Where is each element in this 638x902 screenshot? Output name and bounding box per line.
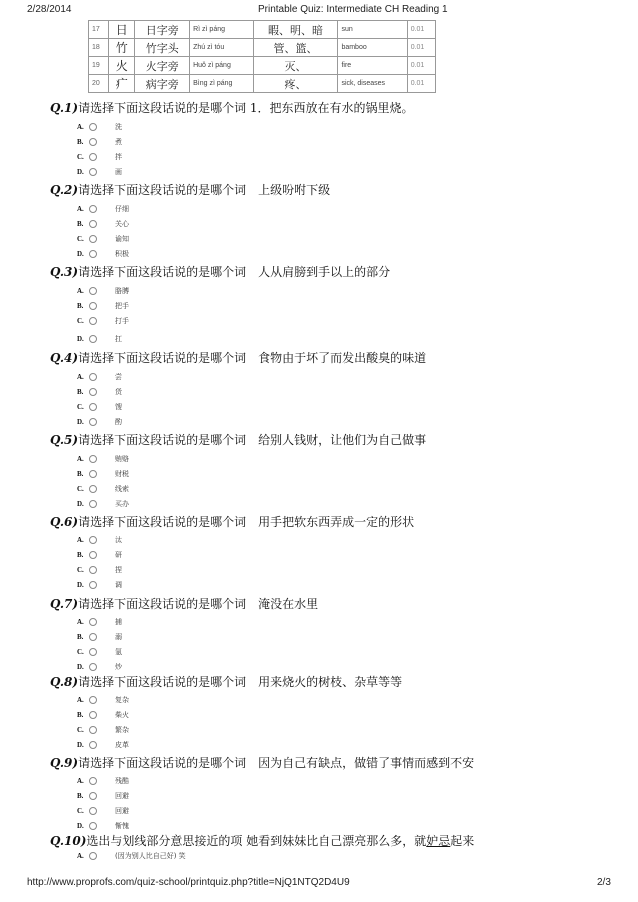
underlined-word: 妒忌 — [426, 834, 451, 848]
question-1 — [50, 100, 610, 176]
question-9 — [50, 755, 610, 830]
option-b[interactable] — [50, 467, 250, 482]
radio-button[interactable] — [89, 373, 97, 381]
option-text: 扛 — [115, 335, 122, 343]
radical-name: 火字旁 — [135, 57, 190, 75]
question-text — [50, 755, 610, 771]
question-number: Q.10) — [50, 834, 87, 848]
option-letter: A. — [77, 536, 84, 544]
radio-button[interactable] — [89, 822, 97, 830]
radical-name: 日字旁 — [135, 21, 190, 39]
option-letter: B. — [77, 551, 84, 559]
option-letter: B. — [77, 388, 84, 396]
option-c[interactable] — [50, 150, 250, 165]
radio-button[interactable] — [89, 648, 97, 656]
question-prompt: 请选择下面这段话说的是哪个词 食物由于坏了而发出酸臭的味道 — [78, 351, 427, 365]
option-d[interactable] — [50, 415, 250, 430]
option-b[interactable] — [50, 789, 250, 804]
radio-button[interactable] — [89, 618, 97, 626]
option-letter: D. — [77, 500, 84, 508]
radio-button[interactable] — [89, 485, 97, 493]
question-prompt: 请选择下面这段话说的是哪个词 用来烧火的树枝、杂草等等 — [78, 675, 403, 689]
radio-button[interactable] — [89, 536, 97, 544]
page-url: http://www.proprofs.com/quiz-school/printquiz.php?title=NjQ1NTQ2D4U9 — [27, 877, 350, 888]
option-d[interactable] — [50, 738, 250, 753]
question-number: Q.1) — [50, 101, 79, 115]
question-8 — [50, 674, 610, 749]
option-letter: A. — [77, 852, 84, 860]
option-text: 货 — [115, 388, 122, 396]
radio-button[interactable] — [89, 455, 97, 463]
radio-button[interactable] — [89, 663, 97, 671]
option-b[interactable] — [50, 135, 250, 150]
row-number: 17 — [89, 21, 109, 39]
option-text: 调 — [115, 581, 122, 589]
option-text: 打手 — [115, 317, 129, 325]
question-text-part: 起来 — [450, 834, 475, 848]
question-prompt: 请选择下面这段话说的是哪个词 给别人钱财，让他们为自己做事 — [78, 433, 427, 447]
option-text: 捕 — [115, 618, 122, 626]
option-text: 关心 — [115, 220, 129, 228]
radical-char: 疒 — [109, 75, 135, 93]
option-letter: D. — [77, 418, 84, 426]
meaning: sun — [338, 21, 407, 39]
option-d[interactable] — [50, 497, 250, 512]
question-number: Q.9) — [50, 756, 79, 770]
option-text: 洗 — [115, 123, 122, 131]
score: 0.01 — [407, 75, 435, 93]
option-d[interactable] — [50, 819, 250, 834]
radio-button[interactable] — [89, 711, 97, 719]
option-a[interactable] — [50, 370, 250, 385]
radio-button[interactable] — [89, 777, 97, 785]
row-number: 20 — [89, 75, 109, 93]
option-text: (因为别人比自己好) 笑 — [115, 852, 186, 860]
option-text: 仔细 — [115, 205, 129, 213]
question-text — [50, 264, 610, 280]
option-text: 捏 — [115, 566, 122, 574]
question-number: Q.7) — [50, 597, 79, 611]
question-prompt: 请选择下面这段话说的是哪个词 上级吩咐下级 — [78, 183, 331, 197]
option-letter: D. — [77, 581, 84, 589]
radio-button[interactable] — [89, 388, 97, 396]
question-prompt: 请选择下面这段话说的是哪个词 1．把东西放在有水的锅里烧。 — [78, 101, 414, 115]
option-text: 残酷 — [115, 777, 129, 785]
option-b[interactable] — [50, 630, 250, 645]
option-letter: B. — [77, 633, 84, 641]
score: 0.01 — [407, 57, 435, 75]
question-text — [50, 833, 610, 849]
option-letter: C. — [77, 485, 84, 493]
question-4 — [50, 350, 610, 426]
option-letter: B. — [77, 470, 84, 478]
option-letter: C. — [77, 566, 84, 574]
table-row — [89, 57, 436, 75]
option-b[interactable] — [50, 299, 250, 314]
option-a[interactable] — [50, 533, 250, 548]
radio-button[interactable] — [89, 470, 97, 478]
question-text — [50, 596, 610, 612]
question-prompt: 请选择下面这段话说的是哪个词 用手把软东西弄成一定的形状 — [78, 515, 415, 529]
option-text: 皮革 — [115, 741, 129, 749]
option-letter: B. — [77, 138, 84, 146]
radio-button[interactable] — [89, 153, 97, 161]
option-letter: D. — [77, 663, 84, 671]
score: 0.01 — [407, 39, 435, 57]
radio-button[interactable] — [89, 418, 97, 426]
example-chars: 疼、 — [253, 75, 338, 93]
radio-button[interactable] — [89, 633, 97, 641]
option-c[interactable] — [50, 314, 250, 329]
option-text: 谕知 — [115, 235, 129, 243]
print-title: Printable Quiz: Intermediate CH Reading 1 — [258, 4, 448, 15]
meaning: bamboo — [338, 39, 407, 57]
radio-button[interactable] — [89, 726, 97, 734]
radical-char: 竹 — [109, 39, 135, 57]
option-letter: B. — [77, 220, 84, 228]
radio-button[interactable] — [89, 807, 97, 815]
radio-button[interactable] — [89, 138, 97, 146]
question-number: Q.8) — [50, 675, 79, 689]
question-prompt: 请选择下面这段话说的是哪个词 淹没在水里 — [78, 597, 319, 611]
option-letter: B. — [77, 302, 84, 310]
option-text: 酌 — [115, 418, 122, 426]
option-c[interactable] — [50, 400, 250, 415]
radio-button[interactable] — [89, 287, 97, 295]
option-letter: D. — [77, 822, 84, 830]
radio-button[interactable] — [89, 581, 97, 589]
option-text: 线索 — [115, 485, 129, 493]
pinyin: Rì zì páng — [190, 21, 253, 39]
pinyin: Zhú zì tóu — [190, 39, 253, 57]
option-a[interactable] — [50, 693, 250, 708]
option-text: 惭愧 — [115, 822, 129, 830]
option-a[interactable] — [50, 849, 610, 864]
option-c[interactable] — [50, 645, 250, 660]
option-letter: A. — [77, 696, 84, 704]
radio-button[interactable] — [89, 696, 97, 704]
question-text — [50, 674, 610, 690]
option-text: 繁杂 — [115, 726, 129, 734]
option-c[interactable] — [50, 804, 250, 819]
radio-button[interactable] — [89, 566, 97, 574]
option-d[interactable] — [50, 660, 250, 675]
question-text-part: 选出与划线部分意思接近的项 她看到妹妹比自己漂亮那么多，就 — [86, 834, 427, 848]
option-b[interactable] — [50, 548, 250, 563]
option-text: 买办 — [115, 500, 129, 508]
option-letter: A. — [77, 455, 84, 463]
option-letter: A. — [77, 618, 84, 626]
question-number: Q.4) — [50, 351, 79, 365]
page-number: 2/3 — [597, 877, 611, 888]
option-letter: B. — [77, 792, 84, 800]
option-text: 柴火 — [115, 711, 129, 719]
radio-button[interactable] — [89, 500, 97, 508]
option-letter: A. — [77, 205, 84, 213]
meaning: fire — [338, 57, 407, 75]
question-text — [50, 514, 610, 530]
option-letter: A. — [77, 287, 84, 295]
radio-button[interactable] — [89, 852, 97, 860]
option-text: 尝 — [115, 373, 122, 381]
radical-name: 竹字头 — [135, 39, 190, 57]
option-a[interactable] — [50, 120, 250, 135]
question-prompt: 请选择下面这段话说的是哪个词 人从肩膀到手以上的部分 — [78, 265, 391, 279]
question-6 — [50, 514, 610, 589]
option-letter: C. — [77, 726, 84, 734]
option-text: 炒 — [115, 663, 122, 671]
option-letter: A. — [77, 777, 84, 785]
question-text — [50, 100, 610, 116]
option-d[interactable] — [50, 578, 250, 593]
radio-button[interactable] — [89, 317, 97, 325]
option-letter: C. — [77, 403, 84, 411]
table-row — [89, 75, 436, 93]
question-2 — [50, 182, 610, 258]
option-text: 回避 — [115, 807, 129, 815]
radio-button[interactable] — [89, 220, 97, 228]
radio-button[interactable] — [89, 235, 97, 243]
radical-char: 火 — [109, 57, 135, 75]
question-7 — [50, 596, 610, 671]
option-text: 画 — [115, 168, 122, 176]
option-letter: D. — [77, 250, 84, 258]
radio-button[interactable] — [89, 123, 97, 131]
option-letter: D. — [77, 168, 84, 176]
option-text: 馊 — [115, 403, 122, 411]
option-b[interactable] — [50, 385, 250, 400]
option-d[interactable] — [50, 332, 250, 347]
question-prompt: 请选择下面这段话说的是哪个词 因为自己有缺点，做错了事情而感到不安 — [78, 756, 475, 770]
option-text: 氩 — [115, 648, 122, 656]
option-text: 复杂 — [115, 696, 129, 704]
option-letter: A. — [77, 373, 84, 381]
pinyin: Huǒ zì páng — [190, 57, 253, 75]
radio-button[interactable] — [89, 403, 97, 411]
option-text: 财税 — [115, 470, 129, 478]
question-number: Q.6) — [50, 515, 79, 529]
example-chars: 管、篮、 — [253, 39, 338, 57]
option-c[interactable] — [50, 482, 250, 497]
option-letter: C. — [77, 235, 84, 243]
print-date: 2/28/2014 — [27, 4, 72, 15]
option-text: 积极 — [115, 250, 129, 258]
radio-button[interactable] — [89, 551, 97, 559]
radical-name: 病字旁 — [135, 75, 190, 93]
option-letter: C. — [77, 807, 84, 815]
option-d[interactable] — [50, 247, 250, 262]
option-c[interactable] — [50, 723, 250, 738]
option-b[interactable] — [50, 708, 250, 723]
option-letter: C. — [77, 317, 84, 325]
radio-button[interactable] — [89, 335, 97, 343]
option-text: 把手 — [115, 302, 129, 310]
radical-table — [88, 20, 436, 93]
score: 0.01 — [407, 21, 435, 39]
radio-button[interactable] — [89, 168, 97, 176]
meaning: sick, diseases — [338, 75, 407, 93]
question-text — [50, 432, 610, 448]
option-letter: B. — [77, 711, 84, 719]
row-number: 18 — [89, 39, 109, 57]
question-number: Q.5) — [50, 433, 79, 447]
option-text: 煮 — [115, 138, 122, 146]
radio-button[interactable] — [89, 792, 97, 800]
option-letter: D. — [77, 741, 84, 749]
example-chars: 暇、明、暗 — [253, 21, 338, 39]
question-number: Q.3) — [50, 265, 79, 279]
option-text: 溺 — [115, 633, 122, 641]
option-letter: D. — [77, 335, 84, 343]
option-b[interactable] — [50, 217, 250, 232]
option-letter: C. — [77, 648, 84, 656]
table-row — [89, 21, 436, 39]
question-number: Q.2) — [50, 183, 79, 197]
radical-char: 日 — [109, 21, 135, 39]
radio-button[interactable] — [89, 741, 97, 749]
example-chars: 灭、 — [253, 57, 338, 75]
option-letter: C. — [77, 153, 84, 161]
question-text — [50, 350, 610, 366]
option-c[interactable] — [50, 563, 250, 578]
option-text: 胳膊 — [115, 287, 129, 295]
question-5 — [50, 432, 610, 508]
option-letter: A. — [77, 123, 84, 131]
option-text: 汰 — [115, 536, 122, 544]
radio-button[interactable] — [89, 250, 97, 258]
option-text: 拌 — [115, 153, 122, 161]
pinyin: Bìng zì páng — [190, 75, 253, 93]
question-text — [50, 182, 610, 198]
question-3 — [50, 264, 610, 343]
option-a[interactable] — [50, 452, 250, 467]
option-text: 贿赂 — [115, 455, 129, 463]
option-d[interactable] — [50, 165, 250, 180]
option-a[interactable] — [50, 202, 250, 217]
question-10 — [50, 833, 610, 864]
radio-button[interactable] — [89, 205, 97, 213]
radio-button[interactable] — [89, 302, 97, 310]
option-a[interactable] — [50, 774, 250, 789]
option-text: 研 — [115, 551, 122, 559]
table-row — [89, 39, 436, 57]
row-number: 19 — [89, 57, 109, 75]
option-text: 回避 — [115, 792, 129, 800]
option-a[interactable] — [50, 615, 250, 630]
option-c[interactable] — [50, 232, 250, 247]
option-a[interactable] — [50, 284, 250, 299]
